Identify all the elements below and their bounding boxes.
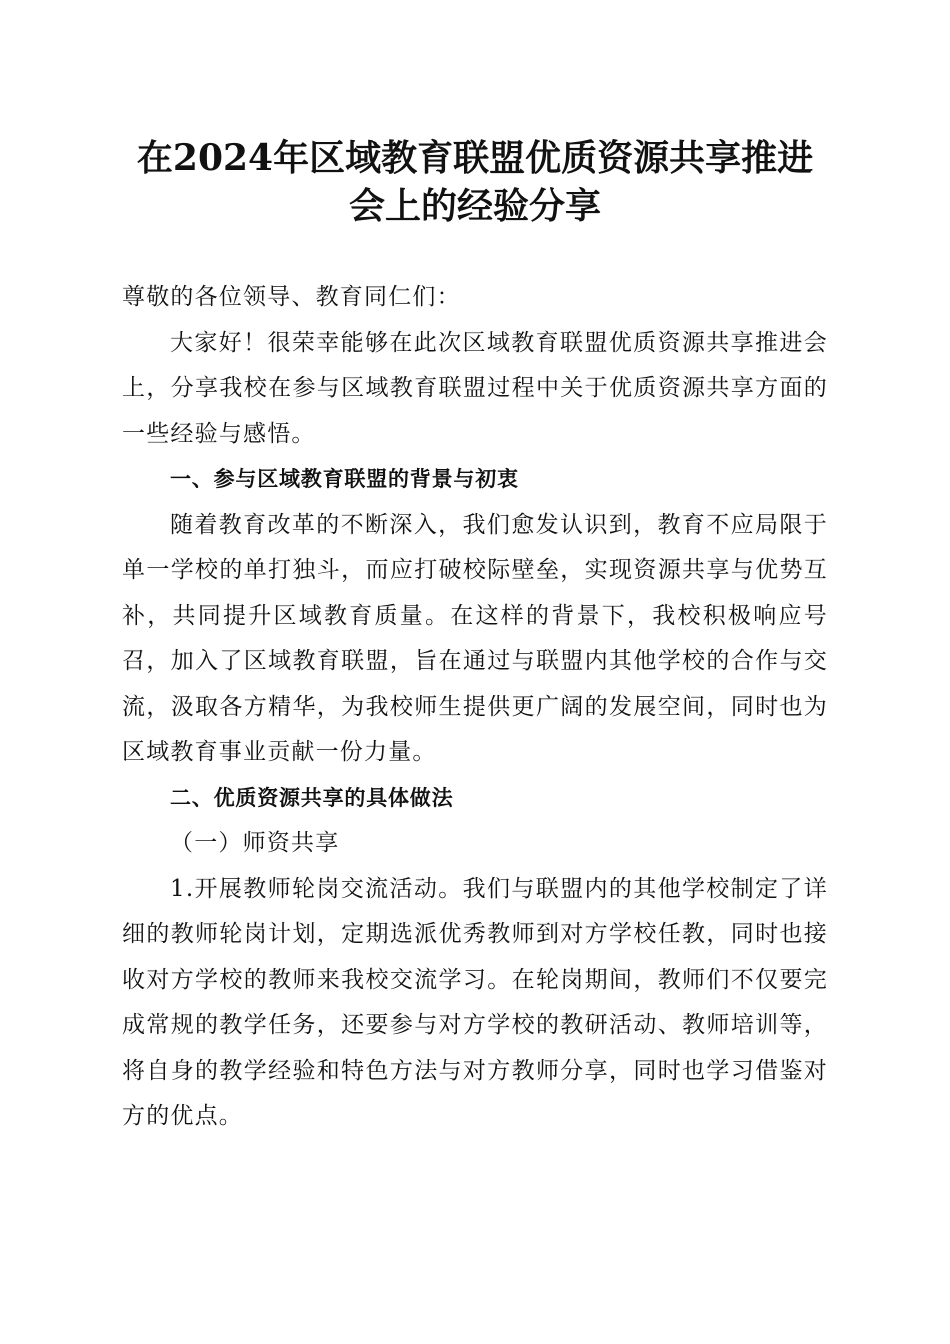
document-page: [122, 0, 828, 1140]
salutation: 尊敬的各位领导、教育同仁们：: [122, 284, 461, 310]
document-body: [122, 275, 828, 1140]
paragraph-teacher-rotation: 1.开展教师轮岗交流活动。我们与联盟内的其他学校制定了详细的教师轮岗计划，定期选派优秀教师到对方学校任教，同时也接收对方学校的教师来我校交流学习。在轮岗期间，教师们不仅要完成常规的教学任务，还要参与对方学校的教研活动、教师培训等，将自身的教学经验和特色方法与对方教师分享，同时也学习借鉴对方的优点。: [122, 875, 828, 1129]
paragraph-intro: 大家好！很荣幸能够在此次区域教育联盟优质资源共享推进会上，分享我校在参与区域教育联盟过程中关于优质资源共享方面的一些经验与感悟。: [122, 329, 828, 447]
subsection-heading-1: （一）师资共享: [170, 830, 340, 856]
section-heading-2: 二、优质资源共享的具体做法: [170, 785, 454, 810]
document-title: 在2024年区域教育联盟优质资源共享推进会上的经验分享: [136, 137, 814, 227]
section-heading-1: 一、参与区域教育联盟的背景与初衷: [170, 467, 519, 491]
paragraph-background: 随着教育改革的不断深入，我们愈发认识到，教育不应局限于单一学校的单打独斗，而应打破校际壁垒，实现资源共享与优势互补，共同提升区域教育质量。在这样的背景下，我校积极响应号召，加入了区域教育联盟，旨在通过与联盟内其他学校的合作与交流，汲取各方精华，为我校师生提供更广阔的发展空间，同时也为区域教育事业贡献一份力量。: [122, 511, 828, 765]
